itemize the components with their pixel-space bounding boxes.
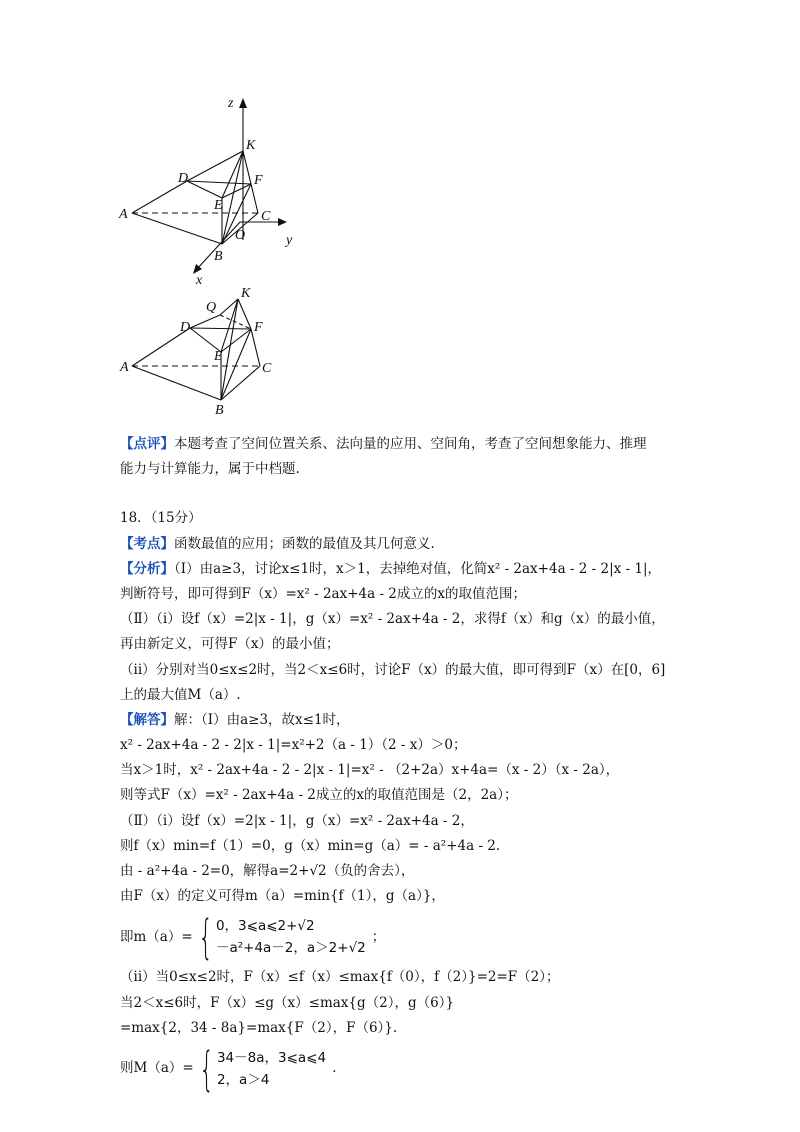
- z-axis-arrow: [239, 98, 247, 108]
- jieda-line-1: [120, 708, 700, 733]
- M-piecewise: [120, 1041, 700, 1096]
- brace-icon: {: [199, 1041, 214, 1096]
- comment-line-2: 能力与计算能力，属于中档题.: [120, 461, 300, 478]
- solution-line-1: x² - 2ax+4a - 2 - 2|x - 1|=x²+2（a - 1）（2 - x）＞0；: [120, 737, 467, 754]
- label-K-2: K: [241, 286, 251, 301]
- edge-DF: [187, 181, 251, 184]
- m-piecewise: [120, 910, 700, 965]
- label-F-2: F: [254, 320, 263, 335]
- m-lhs: 即m（a）=: [120, 928, 193, 945]
- label-A: A: [119, 207, 128, 222]
- label-B: B: [214, 249, 223, 264]
- later-line-1: （ii）当0≤x≤2时，F（x）≤f（x）≤max{f（0），f（2）}=2=F（2）；: [120, 969, 560, 986]
- edge-CB-2: [221, 366, 260, 400]
- label-E: E: [214, 198, 223, 213]
- fenxi-line-2: 判断符号，即可得到F（x）=x² - 2ax+4a - 2成立的x的取值范围；: [120, 585, 527, 602]
- brace-icon: {: [197, 910, 213, 965]
- label-F: F: [254, 173, 263, 188]
- fenxi-line-3: （Ⅱ）（i）设f（x）=2|x - 1|，g（x）=x² - 2ax+4a - 2，求得f（x）和g（x）的最小值，: [120, 611, 665, 628]
- M-tail: .: [332, 1060, 337, 1077]
- m-cases: [216, 915, 366, 959]
- edge-AB-2: [132, 366, 221, 400]
- solution-line-7: 由F（x）的定义可得m（a）=min{f（1），g（a）}，: [120, 888, 445, 905]
- figure-1: [110, 92, 330, 292]
- fenxi-tag: 【分析】: [120, 560, 174, 577]
- jieda-first: 解：（Ⅰ）由a≥3，故x≤1时，: [174, 711, 350, 728]
- label-B-2: B: [215, 403, 224, 418]
- label-C: C: [261, 209, 271, 224]
- figure-2: [110, 282, 330, 422]
- edge-FC: [251, 184, 258, 213]
- y-axis-arrow: [278, 218, 287, 226]
- fenxi-line-5: （ii）分别对当0≤x≤2时，当2＜x≤6时，讨论F（x）的最大值，即可得到F（x）在[0，6]: [120, 661, 666, 678]
- m-tail: ；: [371, 928, 386, 945]
- kaodian-text: 函数最值的应用；函数的最值及其几何意义.: [174, 535, 435, 552]
- fenxi-line-4: 再由新定义，可得F（x）的最小值；: [120, 636, 340, 653]
- figure-2-svg: [110, 282, 330, 422]
- m-case-1: 0，3⩽a⩽2+√2: [215, 918, 315, 935]
- label-Q-2: Q: [206, 300, 217, 315]
- fenxi-line-1: [120, 557, 700, 582]
- kaodian-tag: 【考点】: [120, 535, 174, 552]
- M-cases: [217, 1047, 326, 1091]
- solution-line-2: 当x＞1时，x² - 2ax+4a - 2 - 2|x - 1|=x² - （2+2a）x+4a=（x - 2）（x - 2a），: [120, 762, 620, 779]
- label-K: K: [246, 138, 256, 153]
- fenxi-text-1: （Ⅰ）由a≥3，讨论x≤1时，x＞1，去掉绝对值，化简x² - 2ax+4a - 2 - 2|x - 1|，: [174, 560, 662, 577]
- figure-1-svg: [110, 92, 330, 292]
- edge-KE: [222, 151, 243, 198]
- later-line-2: 当2＜x≤6时，F（x）≤g（x）≤max{g（2），g（6）}: [120, 994, 455, 1011]
- edge-DQ-2: [190, 315, 220, 328]
- label-D: D: [178, 171, 189, 186]
- edge-DE: [187, 181, 222, 198]
- label-y: y: [286, 233, 293, 248]
- solution-line-6: 由 - a²+4a - 2=0，解得a=2+√2（负的舍去），: [120, 863, 415, 879]
- comment-tag: 【点评】: [120, 436, 174, 452]
- comment-line-1: [120, 432, 700, 457]
- kaodian-line: [120, 532, 700, 557]
- label-x: x: [196, 273, 203, 288]
- M-case-1: 34－8a，3⩽a⩽4: [216, 1049, 327, 1066]
- spacer: [120, 482, 700, 506]
- document-text: [120, 432, 700, 1097]
- later-line-3: =max{2，34 - 8a}=max{F（2），F（6）}.: [120, 1019, 398, 1036]
- label-C-2: C: [262, 361, 272, 376]
- edge-FE: [222, 184, 251, 198]
- edge-DK: [187, 151, 243, 181]
- M-case-2: 2，a＞4: [216, 1071, 270, 1088]
- problem-header: 18．（15分）: [120, 510, 202, 527]
- solution-line-4: （Ⅱ）（i）设f（x）=2|x - 1|，g（x）=x² - 2ax+4a - 2，: [120, 812, 474, 829]
- fenxi-line-6: 上的最大值M（a）.: [120, 686, 241, 703]
- label-E-2: E: [214, 349, 223, 364]
- edge-AB: [132, 213, 222, 244]
- comment-text-1: 本题考查了空间位置关系、法向量的应用、空间角，考查了空间想象能力、推理: [174, 436, 647, 452]
- edge-KF: [243, 151, 251, 184]
- label-O: O: [235, 228, 246, 243]
- edge-DF-2: [190, 328, 251, 329]
- solution-line-5: 则f（x）min=f（1）=0，g（x）min=g（a）= - a²+4a - 2.: [120, 837, 501, 854]
- jieda-tag: 【解答】: [120, 711, 174, 728]
- M-lhs: 则M（a）=: [120, 1060, 194, 1077]
- label-z: z: [228, 96, 234, 111]
- m-case-2: －a²+4a－2，a＞2+√2: [215, 940, 366, 957]
- label-D-2: D: [180, 320, 191, 335]
- label-A-2: A: [120, 360, 129, 375]
- solution-line-3: 则等式F（x）=x² - 2ax+4a - 2成立的x的取值范围是（2，2a）；: [120, 787, 518, 804]
